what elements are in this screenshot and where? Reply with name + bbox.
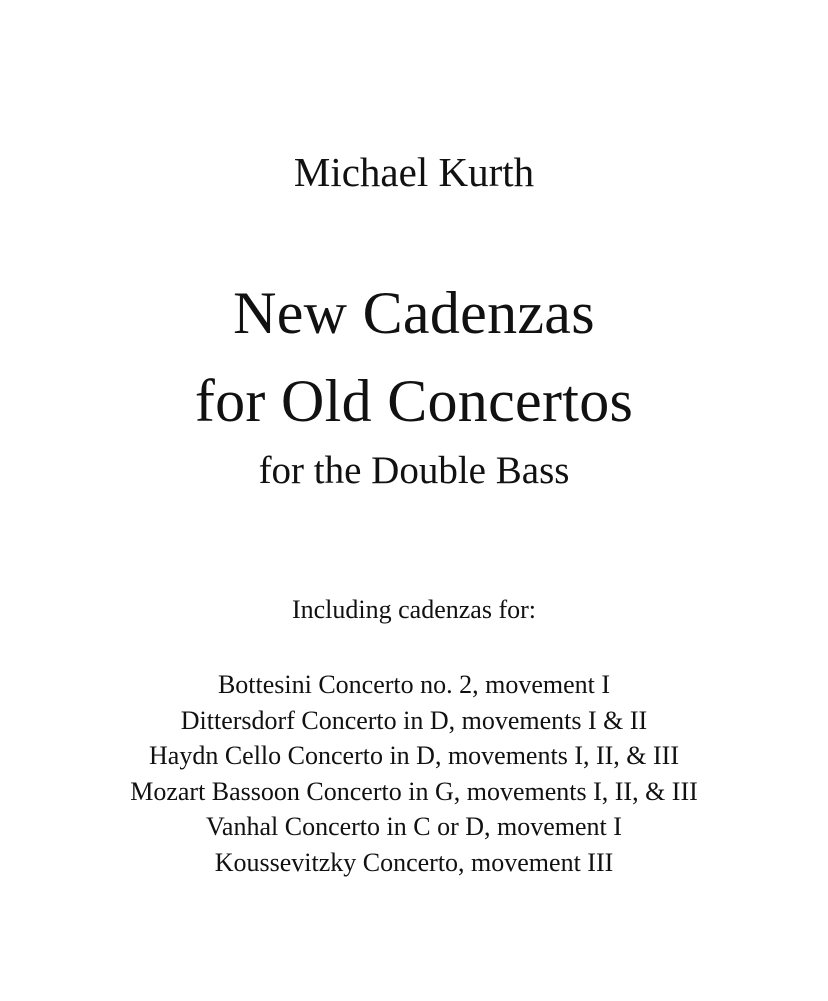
cadenza-list-item: Haydn Cello Concerto in D, movements I, II, & III — [149, 741, 679, 770]
cadenza-list-item: Koussevitzky Concerto, movement III — [214, 847, 614, 877]
title-line-1: New Cadenzas — [233, 280, 595, 346]
cadenza-list-item: Bottesini Concerto no. 2, movement I — [217, 670, 611, 699]
cadenza-list-item: Dittersdorf Concerto in D, movements I & II — [180, 705, 648, 735]
cadenza-list-item: Mozart Bassoon Concerto in G, movements I, II, & III — [130, 776, 698, 806]
author-name: Michael Kurth — [293, 149, 535, 195]
title-line-2: for Old Concertos — [194, 368, 634, 434]
cadenza-list-item: Vanhal Concerto in C or D, movement I — [206, 812, 622, 841]
cadenza-list — [0, 667, 828, 880]
subtitle: for the Double Bass — [258, 449, 570, 492]
cadenza-list-intro: Including cadenzas for: — [291, 595, 536, 624]
